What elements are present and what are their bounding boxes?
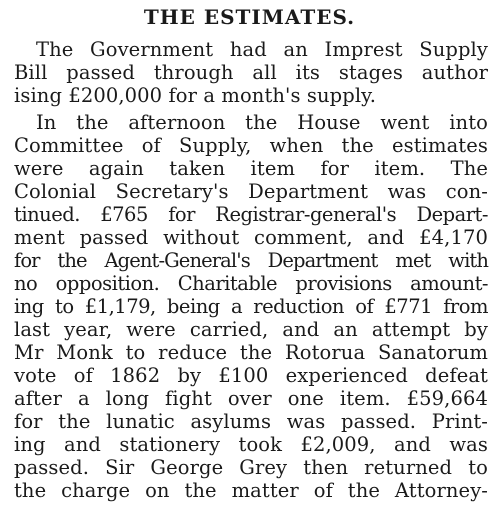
text-line: Committee of Supply, when the estimates bbox=[14, 134, 488, 157]
text-line: ment passed without comment, and £4,170 bbox=[14, 226, 488, 249]
text-line: for the Agent-General's Department met with bbox=[14, 249, 488, 272]
text-line: the charge on the matter of the Attorney- bbox=[14, 479, 488, 502]
text-line: ing and stationery took £2,009, and was bbox=[14, 433, 488, 456]
text-line: Mr Monk to reduce the Rotorua Sanatorum bbox=[14, 341, 488, 364]
text-line: for the lunatic asylums was passed. Print- bbox=[14, 410, 488, 433]
text-line: Colonial Secretary's Department was con- bbox=[14, 180, 488, 203]
text-line: last year, were carried, and an attempt by bbox=[14, 318, 488, 341]
text-line: tinued. £765 for Registrar-general's Depart- bbox=[14, 203, 488, 226]
text-line: no opposition. Charitable provisions amount- bbox=[14, 272, 488, 295]
text-line: The Government had an Imprest Supply bbox=[36, 38, 488, 61]
text-line: were again taken item for item. The bbox=[14, 157, 488, 180]
text-line: after a long fight over one item. £59,664 bbox=[14, 387, 488, 410]
text-line: vote of 1862 by £100 experienced defeat bbox=[14, 364, 488, 387]
text-line: Bill passed through all its stages author bbox=[14, 61, 488, 84]
article-headline: THE ESTIMATES. bbox=[143, 5, 356, 29]
text-line: In the afternoon the House went into bbox=[36, 111, 488, 134]
text-line: passed. Sir George Grey then returned to bbox=[14, 456, 488, 479]
text-line: ing to £1,179, being a reduction of £771 from bbox=[14, 295, 488, 318]
text-line: ising £200,000 for a month's supply. bbox=[14, 84, 377, 107]
